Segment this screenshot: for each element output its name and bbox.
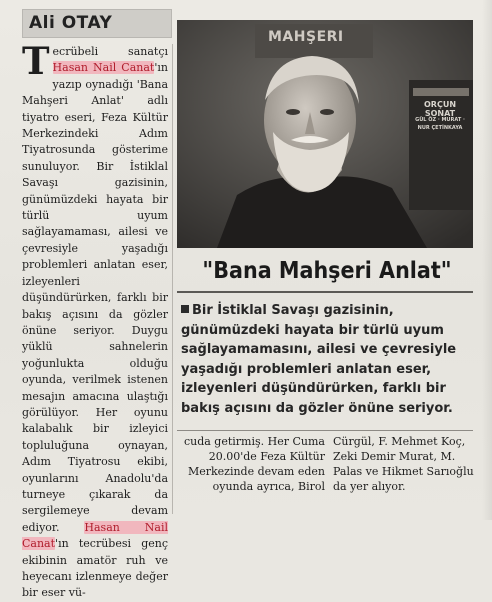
- headline: "Bana Mahşeri Anlat": [202, 258, 452, 284]
- actor-photo: [177, 20, 473, 248]
- bullet-square-icon: [181, 305, 189, 313]
- pull-quote: [181, 301, 473, 419]
- drop-cap: T: [22, 39, 50, 83]
- paper-edge-shadow: [482, 0, 492, 520]
- poster-name: ORÇUN SONAT: [423, 100, 457, 118]
- author-name: Ali OTAY: [29, 13, 113, 33]
- poster-subtitle: GÜL ÖZ · MURAT · NUR ÇETİNKAYA: [415, 117, 465, 131]
- byline-box: [22, 9, 172, 38]
- pull-quote-text: Bir İstiklal Savaşı gazisinin, günümüzdeki hayata bir türlü uyum sağlayamamasını, ailesi ve çevresiyle yaşadığı problemleri anlatan eser, izleyenleri düşündürürken, farklı bir bakış açısını da gözler önüne seriyor.: [181, 303, 457, 416]
- headline-rule: [177, 291, 473, 293]
- article-body-left: [22, 39, 169, 602]
- pullquote-rule: [177, 430, 473, 431]
- photo-illustration: [177, 20, 473, 248]
- highlighted-name: Hasan Nail Canat: [52, 61, 155, 75]
- body-segment: ecrübeli sanatçı: [52, 45, 168, 58]
- body-segment: 'ın tecrübesi genç ekibinin amatör ruh ve heyecanı izlenmeye değer bir eser vü-: [22, 537, 168, 600]
- column-divider: [172, 44, 173, 514]
- poster-title: MAHŞERI: [268, 29, 344, 45]
- body-segment: 'ın yazıp oynadığı 'Bana Mahşeri Anlat' adlı tiyatro eseri, Feza Kültür Merkezindeki Adım Tiyatrosunda gösterime sunuluyor. Bir İstiklal Savaşı gazisinin, günümüzdeki hayata bir türlü uyum sağlayamaması, ailesi ve çevresiyle yaşadığı problemleri anlatan eser, izleyenleri düşündürürken, farklı bir bakış açısını da gözler önüne seriyor. Duygu yüklü sahnelerin yoğunlukta olduğu oyunda, verilmek istenen mesajın amacına ulaştığı görülüyor. Her oyunu kalabalık bir izleyici topluluğuna oynayan, Adım Tiyatrosu ekibi, oyunlarını Anadolu'da turneye çıkarak da sergilemeye devam ediyor.: [22, 61, 168, 534]
- article-body-middle: cuda getirmiş. Her Cuma 20.00'de Feza Kültür Merkezinde devam eden oyunda ayrıca, Birol: [183, 435, 325, 493]
- highlighted-name: Hasan Nail Canat: [22, 520, 169, 551]
- article-body-right: Cürgül, F. Mehmet Koç, Zeki Demir Murat, M. Palas ve Hikmet Sarıoğlu da yer alıyor.: [333, 435, 474, 493]
